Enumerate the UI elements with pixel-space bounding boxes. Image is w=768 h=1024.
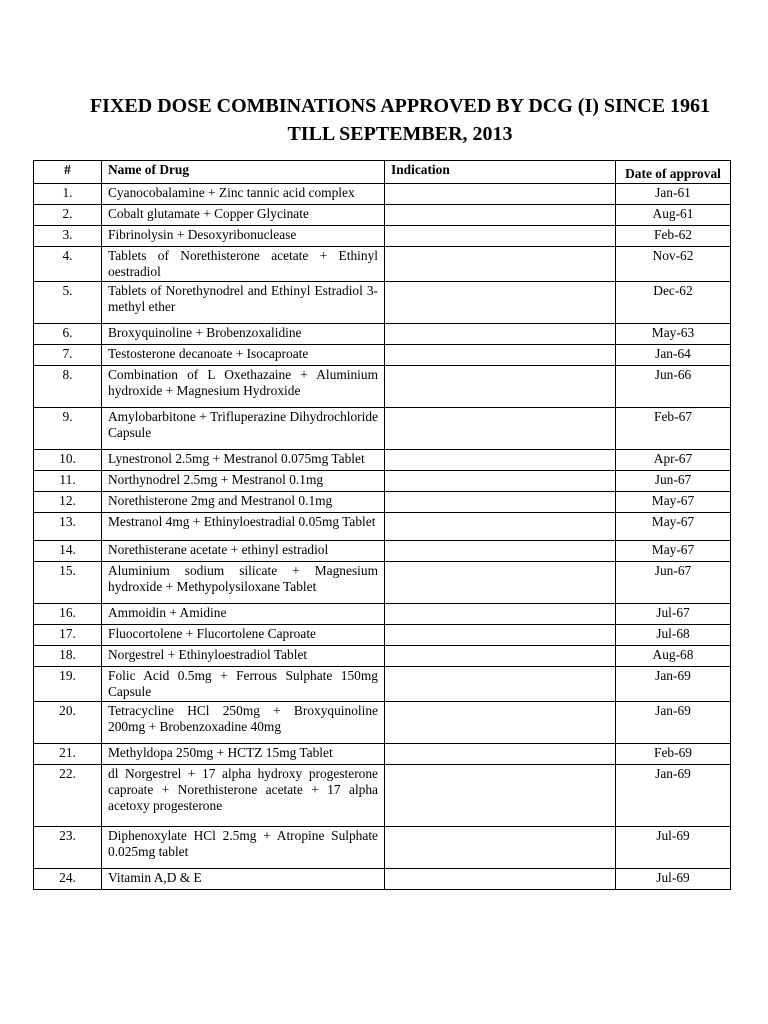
- table-row: [34, 702, 731, 744]
- drug-name-cell: Fluocortolene + Flucortolene Caproate: [102, 625, 385, 646]
- approval-date-cell: Aug-61: [616, 205, 731, 226]
- approval-date-cell: May-67: [616, 541, 731, 562]
- table-row: [34, 471, 731, 492]
- indication-cell: [385, 450, 616, 471]
- table-row: [34, 450, 731, 471]
- table-row: [34, 646, 731, 667]
- drug-name-cell: Diphenoxylate HCl 2.5mg + Atropine Sulphate 0.025mg tablet: [102, 827, 385, 869]
- row-number: 15.: [34, 562, 102, 604]
- indication-cell: [385, 282, 616, 324]
- table-row: [34, 408, 731, 450]
- approval-date-cell: Jun-66: [616, 366, 731, 408]
- indication-cell: [385, 667, 616, 702]
- indication-cell: [385, 184, 616, 205]
- drug-name-cell: Ammoidin + Amidine: [102, 604, 385, 625]
- approval-date-cell: Jul-67: [616, 604, 731, 625]
- drug-name-cell: Folic Acid 0.5mg + Ferrous Sulphate 150mg Capsule: [102, 667, 385, 702]
- fdc-table: [33, 160, 731, 890]
- indication-cell: [385, 744, 616, 765]
- row-number: 5.: [34, 282, 102, 324]
- row-number: 20.: [34, 702, 102, 744]
- approval-date-cell: Jan-69: [616, 702, 731, 744]
- indication-cell: [385, 702, 616, 744]
- table-row: [34, 869, 731, 890]
- table-row: [34, 667, 731, 702]
- row-number: 21.: [34, 744, 102, 765]
- header-number: #: [34, 161, 102, 184]
- row-number: 10.: [34, 450, 102, 471]
- approval-date-cell: Feb-62: [616, 226, 731, 247]
- drug-name-cell: Fibrinolysin + Desoxyribonuclease: [102, 226, 385, 247]
- row-number: 13.: [34, 513, 102, 541]
- table-row: [34, 604, 731, 625]
- row-number: 3.: [34, 226, 102, 247]
- table-row: [34, 324, 731, 345]
- drug-name-cell: Tetracycline HCl 250mg + Broxyquinoline 200mg + Brobenzoxadine 40mg: [102, 702, 385, 744]
- page-title: [0, 92, 768, 148]
- table-row: [34, 765, 731, 827]
- row-number: 1.: [34, 184, 102, 205]
- approval-date-cell: May-67: [616, 492, 731, 513]
- approval-date-cell: Dec-62: [616, 282, 731, 324]
- drug-name-cell: Tablets of Norethisterone acetate + Ethinyl oestradiol: [102, 247, 385, 282]
- drug-name-cell: Methyldopa 250mg + HCTZ 15mg Tablet: [102, 744, 385, 765]
- approval-date-cell: Jun-67: [616, 562, 731, 604]
- indication-cell: [385, 492, 616, 513]
- approval-date-cell: Aug-68: [616, 646, 731, 667]
- indication-cell: [385, 604, 616, 625]
- row-number: 4.: [34, 247, 102, 282]
- approval-date-cell: Jul-69: [616, 827, 731, 869]
- row-number: 9.: [34, 408, 102, 450]
- drug-name-cell: Combination of L Oxethazaine + Aluminium hydroxide + Magnesium Hydroxide: [102, 366, 385, 408]
- approval-date-cell: May-63: [616, 324, 731, 345]
- drug-name-cell: Cobalt glutamate + Copper Glycinate: [102, 205, 385, 226]
- row-number: 19.: [34, 667, 102, 702]
- indication-cell: [385, 226, 616, 247]
- drug-name-cell: Northynodrel 2.5mg + Mestranol 0.1mg: [102, 471, 385, 492]
- approval-date-cell: Feb-69: [616, 744, 731, 765]
- indication-cell: [385, 562, 616, 604]
- indication-cell: [385, 471, 616, 492]
- row-number: 7.: [34, 345, 102, 366]
- indication-cell: [385, 205, 616, 226]
- approval-date-cell: Nov-62: [616, 247, 731, 282]
- indication-cell: [385, 513, 616, 541]
- table-row: [34, 226, 731, 247]
- indication-cell: [385, 625, 616, 646]
- table-row: [34, 366, 731, 408]
- drug-name-cell: Testosterone decanoate + Isocaproate: [102, 345, 385, 366]
- row-number: 11.: [34, 471, 102, 492]
- approval-date-cell: Jul-69: [616, 869, 731, 890]
- table-row: [34, 744, 731, 765]
- approval-date-cell: Jan-61: [616, 184, 731, 205]
- row-number: 16.: [34, 604, 102, 625]
- row-number: 24.: [34, 869, 102, 890]
- row-number: 12.: [34, 492, 102, 513]
- indication-cell: [385, 541, 616, 562]
- table-row: [34, 282, 731, 324]
- drug-name-cell: Broxyquinoline + Brobenzoxalidine: [102, 324, 385, 345]
- table-row: [34, 827, 731, 869]
- table-row: [34, 247, 731, 282]
- drug-name-cell: Amylobarbitone + Trifluperazine Dihydrochloride Capsule: [102, 408, 385, 450]
- indication-cell: [385, 247, 616, 282]
- drug-name-cell: Aluminium sodium silicate + Magnesium hydroxide + Methypolysiloxane Tablet: [102, 562, 385, 604]
- indication-cell: [385, 408, 616, 450]
- drug-name-cell: Cyanocobalamine + Zinc tannic acid complex: [102, 184, 385, 205]
- drug-name-cell: Norethisterone 2mg and Mestranol 0.1mg: [102, 492, 385, 513]
- approval-date-cell: Apr-67: [616, 450, 731, 471]
- row-number: 18.: [34, 646, 102, 667]
- row-number: 8.: [34, 366, 102, 408]
- table-row: [34, 345, 731, 366]
- row-number: 22.: [34, 765, 102, 827]
- title-line-1: FIXED DOSE COMBINATIONS APPROVED BY DCG (I) SINCE 1961: [89, 95, 711, 117]
- header-drug-name: Name of Drug: [102, 161, 385, 184]
- table-row: [34, 625, 731, 646]
- drug-name-cell: Mestranol 4mg + Ethinyloestradial 0.05mg Tablet: [102, 513, 385, 541]
- indication-cell: [385, 765, 616, 827]
- table-row: [34, 492, 731, 513]
- table-row: [34, 562, 731, 604]
- indication-cell: [385, 345, 616, 366]
- indication-cell: [385, 827, 616, 869]
- header-date-of-approval: Date of approval: [616, 161, 731, 184]
- row-number: 14.: [34, 541, 102, 562]
- indication-cell: [385, 324, 616, 345]
- table-header-row: [34, 161, 731, 184]
- header-indication: Indication: [385, 161, 616, 184]
- title-line-2: TILL SEPTEMBER, 2013: [287, 123, 513, 145]
- approval-date-cell: Jan-69: [616, 667, 731, 702]
- table-row: [34, 205, 731, 226]
- table-row: [34, 184, 731, 205]
- drug-name-cell: Vitamin A,D & E: [102, 869, 385, 890]
- drug-name-cell: dl Norgestrel + 17 alpha hydroxy progesterone caproate + Norethisterone acetate + 17 alpha acetoxy progesterone: [102, 765, 385, 827]
- indication-cell: [385, 646, 616, 667]
- drug-name-cell: Tablets of Norethynodrel and Ethinyl Estradiol 3-methyl ether: [102, 282, 385, 324]
- indication-cell: [385, 366, 616, 408]
- approval-date-cell: Jul-68: [616, 625, 731, 646]
- approval-date-cell: May-67: [616, 513, 731, 541]
- row-number: 6.: [34, 324, 102, 345]
- drug-name-cell: Norethisterane acetate + ethinyl estradiol: [102, 541, 385, 562]
- approval-date-cell: Jan-69: [616, 765, 731, 827]
- row-number: 2.: [34, 205, 102, 226]
- table-row: [34, 541, 731, 562]
- table-row: [34, 513, 731, 541]
- row-number: 23.: [34, 827, 102, 869]
- approval-date-cell: Feb-67: [616, 408, 731, 450]
- approval-date-cell: Jun-67: [616, 471, 731, 492]
- row-number: 17.: [34, 625, 102, 646]
- drug-name-cell: Norgestrel + Ethinyloestradiol Tablet: [102, 646, 385, 667]
- indication-cell: [385, 869, 616, 890]
- drug-name-cell: Lynestronol 2.5mg + Mestranol 0.075mg Tablet: [102, 450, 385, 471]
- approval-date-cell: Jan-64: [616, 345, 731, 366]
